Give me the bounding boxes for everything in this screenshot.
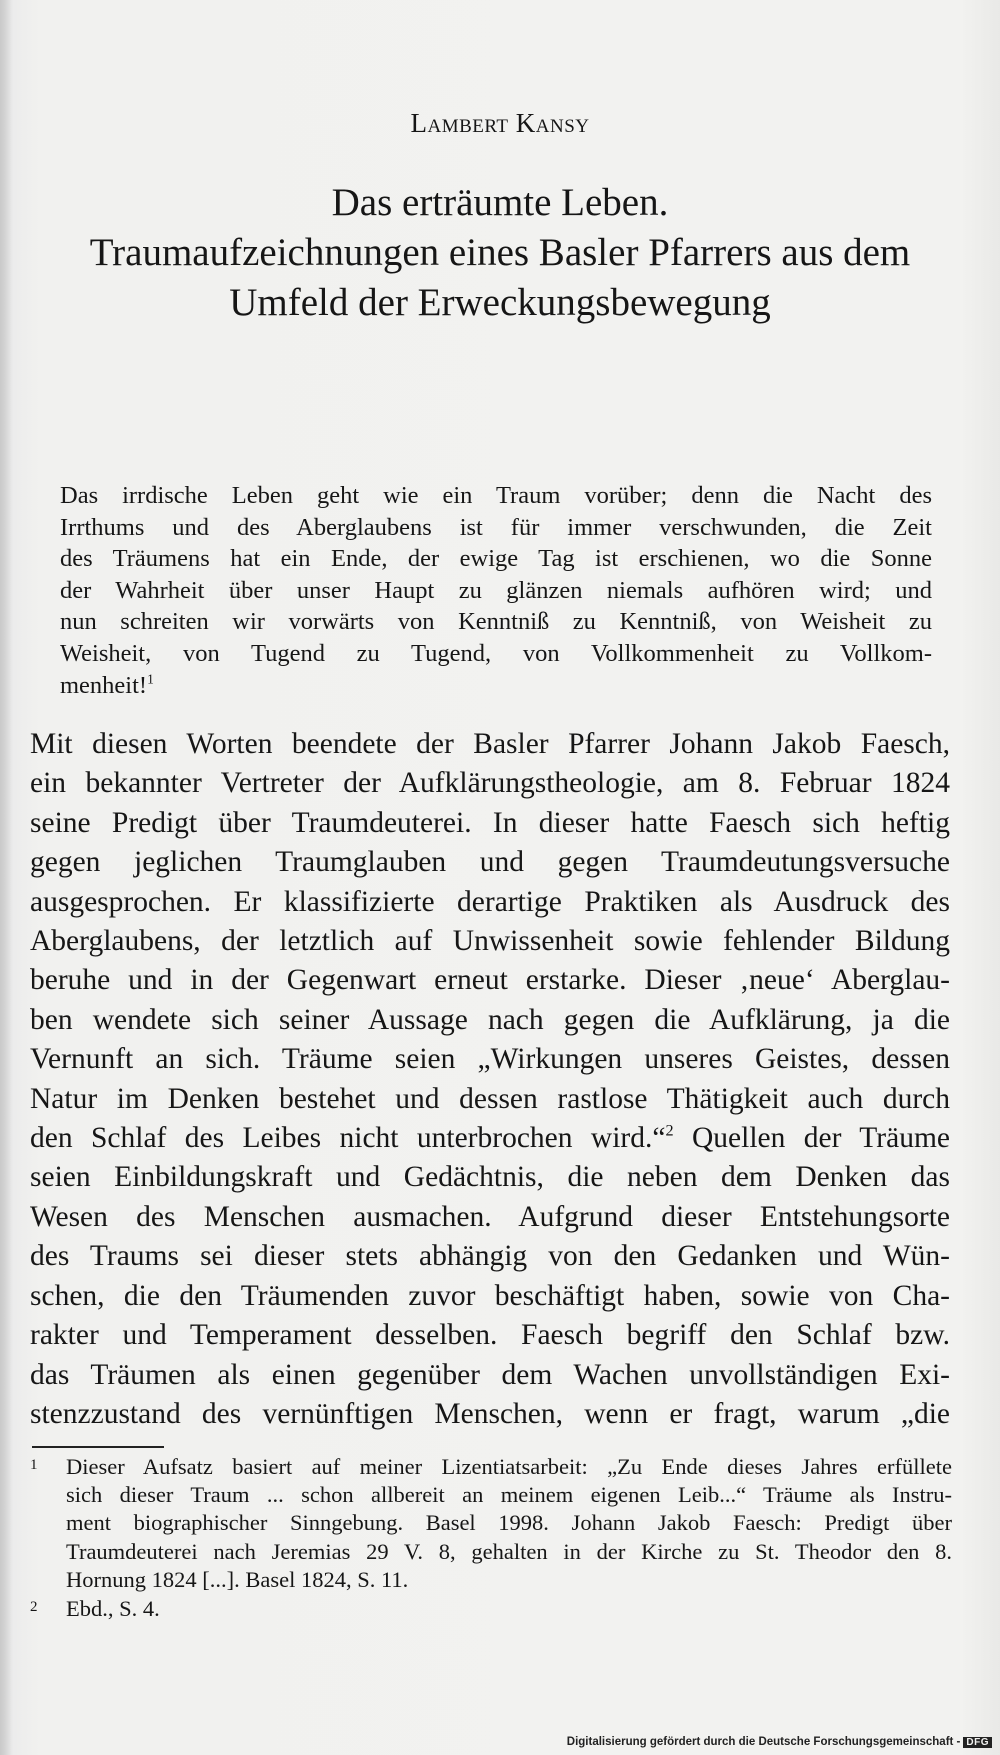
footnote-line: Hornung 1824 [...]. Basel 1824, S. 11. bbox=[66, 1566, 409, 1592]
body-line: gegen jeglichen Traumglauben und gegen Traumdeutungsversuche bbox=[30, 846, 950, 879]
body-line: das Träumen als einen gegenüber dem Wachen unvollständigen Exi- bbox=[30, 1358, 950, 1391]
author-name: Lambert Kansy bbox=[410, 108, 590, 138]
gutter-shadow bbox=[0, 0, 12, 1755]
motto-line bbox=[60, 670, 932, 702]
motto-line: der Wahrheit über unser Haupt zu glänzen niemals aufhören wird; und bbox=[60, 576, 932, 604]
body-line: Vernunft an sich. Träume seien „Wirkungen unseres Geistes, dessen bbox=[30, 1043, 950, 1076]
title-line-2: Traumaufzeichnungen eines Basler Pfarrers aus dem bbox=[89, 231, 911, 274]
footnotes bbox=[30, 1453, 952, 1624]
motto-line: Das irrdische Leben geht wie ein Traum vorüber; denn die Nacht des bbox=[60, 482, 932, 509]
body-paragraph bbox=[30, 725, 950, 1434]
body-line: des Traums sei dieser stets abhängig von den Gedanken und Wün- bbox=[30, 1240, 950, 1273]
dfg-logo: DFG bbox=[963, 1737, 992, 1748]
body-line: Aberglaubens, der letztlich auf Unwissenheit sowie fehlender Bildung bbox=[30, 925, 950, 958]
footnote-2 bbox=[30, 1595, 952, 1623]
title-line-1: Das erträumte Leben. bbox=[331, 181, 669, 224]
footnote-line: Ebd., S. 4. bbox=[66, 1596, 160, 1622]
footnote-line: ment biographischer Sinngebung. Basel 1998. Johann Jakob Faesch: Predigt über bbox=[66, 1510, 952, 1536]
motto-line: des Träumens hat ein Ende, der ewige Tag ist erschienen, wo die Sonne bbox=[60, 545, 932, 573]
body-line: Mit diesen Worten beendete der Basler Pfarrer Johann Jakob Faesch, bbox=[30, 728, 950, 760]
footnote-ref-1[interactable]: 1 bbox=[147, 671, 154, 687]
body-line: schen, die den Träumenden zuvor beschäftigt haben, sowie von Cha- bbox=[30, 1279, 950, 1312]
body-line-text: den Schlaf des Leibes nicht unterbrochen wird.“ bbox=[30, 1122, 666, 1155]
motto-line: nun schreiten wir vorwärts von Kenntniß zu Kenntniß, von Weisheit zu bbox=[60, 608, 932, 636]
footnote-line: sich dieser Traum ... schon allbereit an meinem eigenen Leib...“ Träume als Instru- bbox=[66, 1482, 952, 1508]
footnote-line: Dieser Aufsatz basiert auf meiner Lizentiatsarbeit: „Zu Ende dieses Jahres erfüllete bbox=[66, 1454, 952, 1479]
footnote-number: 2 bbox=[30, 1599, 38, 1616]
motto-line: Weisheit, von Tugend zu Tugend, von Vollkommenheit zu Vollkom- bbox=[60, 639, 932, 667]
body-line: stenzzustand des vernünftigen Menschen, wenn er fragt, warum „die bbox=[30, 1397, 950, 1430]
body-line: rakter und Temperament desselben. Faesch begriff den Schlaf bzw. bbox=[30, 1319, 950, 1352]
footnote-1 bbox=[30, 1453, 952, 1594]
body-line: ausgesprochen. Er klassifizierte derartige Praktiken als Ausdruck des bbox=[30, 885, 950, 918]
body-line: ben wendete sich seiner Aussage nach gegen die Aufklärung, ja die bbox=[30, 1003, 950, 1036]
body-line: seine Predigt über Traumdeuterei. In dieser hatte Faesch sich heftig bbox=[30, 806, 950, 839]
body-line bbox=[30, 1119, 950, 1158]
footnote-line: Traumdeuterei nach Jeremias 29 V. 8, gehalten in der Kirche zu St. Theodor den 8. bbox=[66, 1538, 952, 1564]
motto-quote bbox=[60, 480, 932, 701]
body-line: seien Einbildungskraft und Gedächtnis, die neben dem Denken das bbox=[30, 1161, 950, 1194]
title-line-3: Umfeld der Erweckungsbewegung bbox=[229, 281, 771, 324]
footnote-divider bbox=[32, 1446, 164, 1448]
body-line: ein bekannter Vertreter der Aufklärungstheologie, am 8. Februar 1824 bbox=[30, 767, 950, 800]
article-title bbox=[20, 178, 980, 328]
footnote-ref-2[interactable]: 2 bbox=[665, 1121, 674, 1140]
body-line: Natur im Denken bestehet und dessen rastlose Thätigkeit auch durch bbox=[30, 1082, 950, 1115]
body-line: beruhe und in der Gegenwart erneut erstarke. Dieser ‚neue‘ Aberglau- bbox=[30, 964, 950, 997]
footnote-number: 1 bbox=[30, 1457, 38, 1473]
motto-line-text: menheit! bbox=[60, 671, 148, 699]
credit-text: Digitalisierung gefördert durch die Deutsche Forschungsgemeinschaft - bbox=[566, 1736, 961, 1748]
body-line-tail: Quellen der Träume bbox=[673, 1122, 950, 1155]
digitization-credit bbox=[567, 1736, 992, 1748]
body-line: Wesen des Menschen ausmachen. Aufgrund dieser Entstehungsorte bbox=[30, 1200, 950, 1233]
motto-line: Irrthums und des Aberglaubens ist für immer verschwunden, die Zeit bbox=[60, 513, 932, 541]
